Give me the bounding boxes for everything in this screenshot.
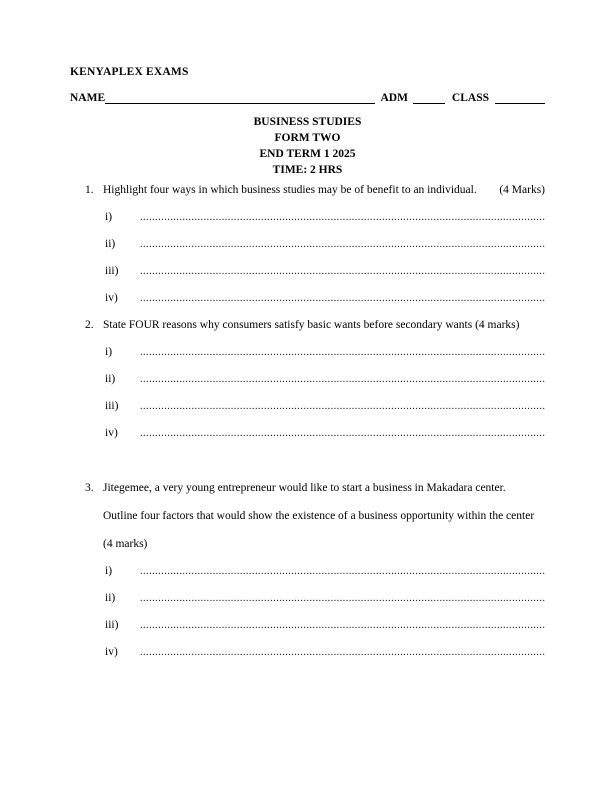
answer-item-label: i) [105,211,113,223]
question-3-text-continued: Outline four factors that would show the existence of a business opportunity within the center [103,510,535,522]
answer-row [70,564,545,579]
question-2-answers [70,345,545,441]
adm-label: ADM [380,92,408,104]
question-3-number: 3. [85,482,94,494]
question-1 [70,183,545,306]
answer-dotted-line [140,372,545,387]
term-title: END TERM 1 2025 [259,148,356,160]
answer-dotted-line [140,426,545,441]
answer-dotted-line [140,345,545,360]
answer-item-label: iv) [105,292,118,304]
answer-item-label: iv) [105,646,118,658]
question-3-marks: (4 marks) [103,538,148,550]
answer-row [70,645,545,660]
answer-item-label: i) [105,565,113,577]
answer-dotted-line [140,591,545,606]
question-1-text: Highlight four ways in which business studies may be of benefit to an individual. [103,184,477,196]
answer-item-label: i) [105,346,113,358]
name-label: NAME [70,92,106,104]
answer-row [70,618,545,633]
answer-item-label: ii) [105,238,116,250]
answer-dotted-line [140,564,545,579]
answer-row [70,210,545,225]
answer-item-label: iv) [105,427,118,439]
adm-blank-line [413,92,445,104]
answer-dotted-line [140,210,545,225]
answer-row [70,345,545,360]
answer-dotted-line [140,399,545,414]
exam-board-title: KENYAPLEX EXAMS [70,66,189,78]
answer-row [70,591,545,606]
question-2-number: 2. [85,319,94,331]
question-1-answers [70,210,545,306]
answer-dotted-line [140,291,545,306]
answer-item-label: ii) [105,373,116,385]
answer-dotted-line [140,645,545,660]
answer-row [70,264,545,279]
answer-item-label: iii) [105,265,119,277]
answer-dotted-line [140,264,545,279]
time-title: TIME: 2 HRS [272,164,343,176]
answer-item-label: iii) [105,400,119,412]
answer-item-label: iii) [105,619,119,631]
question-1-number: 1. [85,184,94,196]
question-2-text: State FOUR reasons why consumers satisfy basic wants before secondary wants (4 marks) [103,319,520,331]
question-3-text: Jitegemee, a very young entrepreneur would like to start a business in Makadara center. [103,482,506,494]
question-3-answers [70,564,545,660]
answer-row [70,399,545,414]
question-1-text-line [70,183,545,198]
name-blank-line [105,92,375,104]
answer-row [70,237,545,252]
answer-row [70,291,545,306]
answer-dotted-line [140,237,545,252]
question-3-text-line [70,481,545,496]
class-label: CLASS [451,92,489,104]
class-blank-line [495,92,545,104]
question-1-marks: (4 Marks) [499,184,545,196]
answer-row [70,426,545,441]
form-title: FORM TWO [274,132,341,144]
answer-dotted-line [140,618,545,633]
question-3 [70,481,545,660]
student-info-line [70,92,545,104]
question-2 [70,318,545,441]
answer-item-label: ii) [105,592,116,604]
subject-title: BUSINESS STUDIES [253,116,362,128]
answer-row [70,372,545,387]
question-2-text-line [70,318,545,333]
exam-title-block [70,114,545,178]
